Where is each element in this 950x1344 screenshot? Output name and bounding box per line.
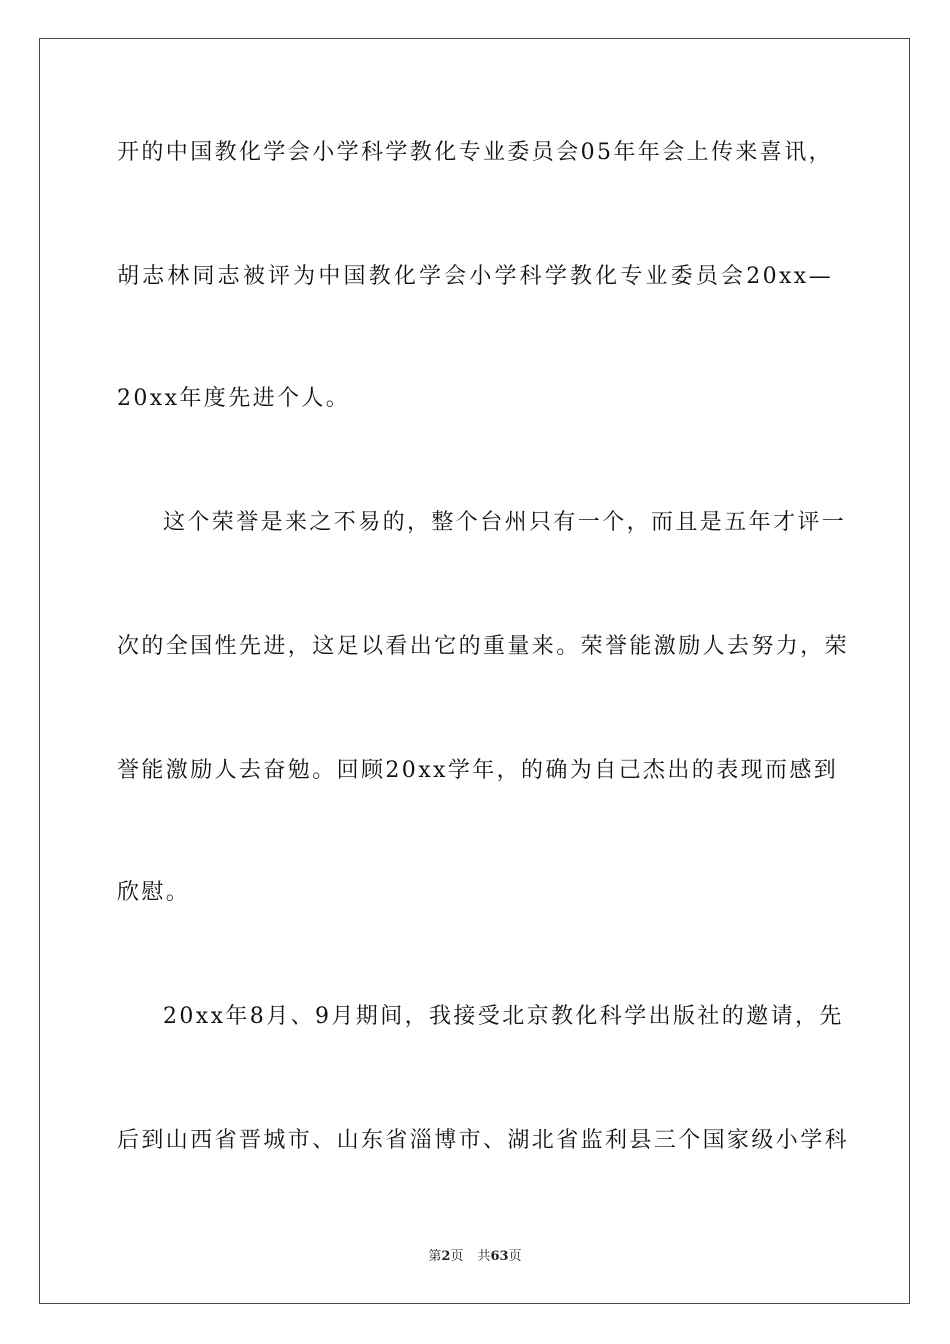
body-text-line-7: 欣慰。 xyxy=(117,880,191,905)
page-footer xyxy=(0,1248,950,1266)
body-text-line-9: 后到山西省晋城市、山东省淄博市、湖北省监利县三个国家级小学科 xyxy=(117,1128,850,1153)
body-text-line-3: 20xx年度先进个人。 xyxy=(117,386,351,411)
body-text-line-2: 胡志林同志被评为中国教化学会小学科学教化专业委员会20xx— xyxy=(117,264,833,289)
body-text-line-1: 开的中国教化学会小学科学教化专业委员会05年年会上传来喜讯， xyxy=(117,140,833,165)
footer-page-number: 2 xyxy=(441,1249,451,1264)
body-text-line-8: 20xx年8月、9月期间，我接受北京教化科学出版社的邀请，先 xyxy=(163,1004,844,1029)
footer-total-suffix: 页 xyxy=(508,1249,522,1264)
page-border xyxy=(39,38,910,1304)
body-text-line-6: 誉能激励人去奋勉。回顾20xx学年，的确为自己杰出的表现而感到 xyxy=(117,758,839,783)
footer-total-prefix: 共 xyxy=(477,1249,491,1264)
body-text-line-5: 次的全国性先进，这足以看出它的重量来。荣誉能激励人去努力，荣 xyxy=(117,634,850,659)
footer-page-prefix: 第 xyxy=(428,1249,442,1264)
footer-page-suffix: 页 xyxy=(450,1249,464,1264)
body-text-line-4: 这个荣誉是来之不易的，整个台州只有一个，而且是五年才评一 xyxy=(163,510,847,535)
footer-total-pages: 63 xyxy=(490,1249,509,1264)
